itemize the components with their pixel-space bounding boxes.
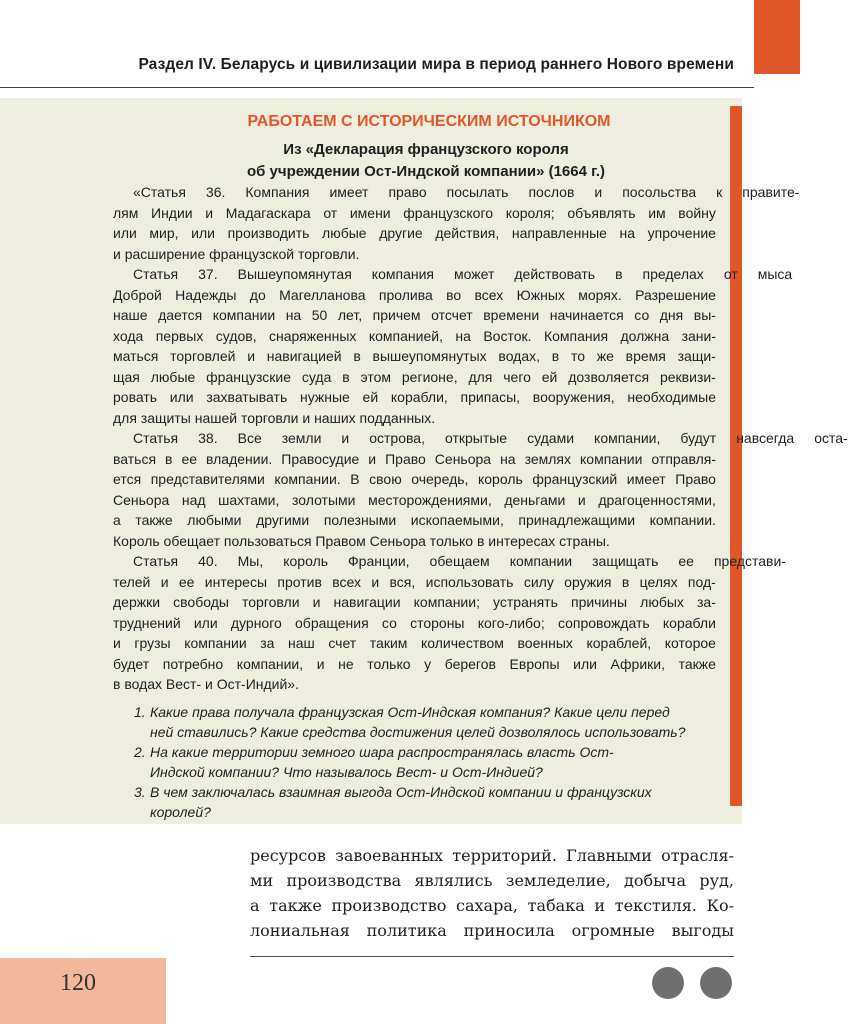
excerpt-line: «Статья 36. Компания имеет право посылать послов и посольства к правите- — [133, 184, 800, 200]
excerpt-line: будет потребно компании, и не только у берегов Европы или Африки, также — [113, 655, 716, 672]
document-title-line: об учреждении Ост-Индской компании» (1664 г.) — [246, 163, 606, 180]
header-divider — [0, 87, 754, 88]
document-title-line: Из «Декларация французского короля — [283, 141, 569, 158]
document-title — [196, 139, 656, 183]
excerpt-line: и грузы компании за наш счет таким количеством военных кораблей, которое — [113, 635, 716, 651]
excerpt-line: щая любые французские суда в этом регионе, для чего ей дозволяется реквизи- — [113, 368, 716, 385]
document-excerpt — [113, 182, 848, 695]
body-line: ресурсов завоеванных территорий. Главными отрасля- — [250, 846, 734, 865]
excerpt-line: Доброй Надежды до Магелланова пролива во всех Южных морях. Разрешение — [113, 286, 716, 303]
excerpt-line: лям Индии и Мадагаскара от имени французского короля; объявлять им войну — [113, 204, 716, 221]
excerpt-line: ваться в ее владении. Правосудие и Право Сеньора на землях компании отправля- — [113, 450, 716, 467]
source-box-heading: РАБОТАЕМ С ИСТОРИЧЕСКИМ ИСТОЧНИКОМ — [247, 113, 611, 130]
question-line: королей? — [150, 804, 211, 820]
question-item — [134, 782, 722, 822]
question-line: На какие территории земного шара распространялась власть Ост- — [150, 744, 614, 760]
question-number: 1. — [134, 704, 146, 720]
source-box-accent-bar — [730, 106, 742, 806]
question-number: 3. — [134, 784, 146, 800]
question-line: В чем заключалась взаимная выгода Ост-Индской компании и французских — [150, 784, 652, 800]
excerpt-line: Статья 38. Все земли и острова, открытые судами компании, будут навсегда оста- — [133, 430, 848, 446]
questions-list — [134, 702, 722, 822]
excerpt-line: труднений или дурного обращения со стороны кого-либо; сопровождать корабли — [113, 614, 716, 631]
section-title: Раздел IV. Беларусь и цивилизации мира в период раннего Нового времени — [138, 56, 734, 73]
body-line: лониальная политика приносила огромные выгоды — [250, 921, 734, 940]
body-line: ми производства являлись земледелие, добыча руд, — [250, 871, 734, 890]
section-color-tab — [754, 0, 800, 74]
question-number: 2. — [134, 744, 146, 760]
excerpt-line: держки свободы торговли и навигации компании; устранять причины любых за- — [113, 594, 716, 610]
excerpt-line: ровать или захватывать нужные ей корабли, припасы, вооружения, необходимые — [113, 389, 716, 405]
page-number: 120 — [60, 970, 96, 996]
excerpt-line: для защиты нашей торговли и наших подданных. — [113, 409, 436, 426]
excerpt-line: телей и ее интересы против всех и вся, использовать силу оружия в целях под- — [113, 573, 716, 590]
excerpt-line: ется представителями компании. В свою очередь, король французский имеет Право — [113, 471, 716, 487]
footer-divider — [250, 956, 734, 957]
excerpt-line: маться торговлей и навигацией в вышеупомянутых водах, в то же время защи- — [113, 348, 716, 364]
excerpt-line: Сеньора над шахтами, золотыми месторождениями, деньгами и драгоценностями, — [113, 491, 716, 508]
excerpt-line: Статья 37. Вышеупомянутая компания может действовать в пределах от мыса — [133, 266, 793, 282]
question-item — [134, 742, 722, 782]
excerpt-line: и расширение французской торговли. — [113, 245, 360, 262]
question-line: ней ставились? Какие средства достижения целей дозволялось использовать? — [150, 724, 686, 740]
question-line: Какие права получала французская Ост-Индская компания? Какие цели перед — [150, 704, 670, 720]
excerpt-line: хода первых судов, снаряженных компанией, на Восток. Компания должна зани- — [113, 327, 716, 344]
question-line: Индской компании? Что называлось Вест- и Ост-Индией? — [150, 764, 543, 780]
excerpt-line: или мир, или производить любые другие действия, направленные на упрочение — [113, 225, 716, 241]
excerpt-line: а также любыми другими полезными ископаемыми, принадлежащими компании. — [113, 512, 716, 528]
excerpt-line: Король обещает пользоваться Правом Сеньора только в интересах страны. — [113, 532, 610, 549]
question-item — [134, 702, 722, 742]
excerpt-line: Статья 40. Мы, король Франции, обещаем компании защищать ее представи- — [133, 553, 786, 569]
decorative-circle-icon — [700, 967, 732, 999]
excerpt-line: в водах Вест- и Ост-Индий». — [113, 676, 299, 692]
excerpt-line: наше дается компании на 50 лет, причем отсчет времени начинается со дня вы- — [113, 307, 716, 323]
main-body-text — [250, 843, 734, 943]
decorative-circle-icon — [652, 967, 684, 999]
body-line: а также производство сахара, табака и текстиля. Ко- — [250, 896, 734, 915]
